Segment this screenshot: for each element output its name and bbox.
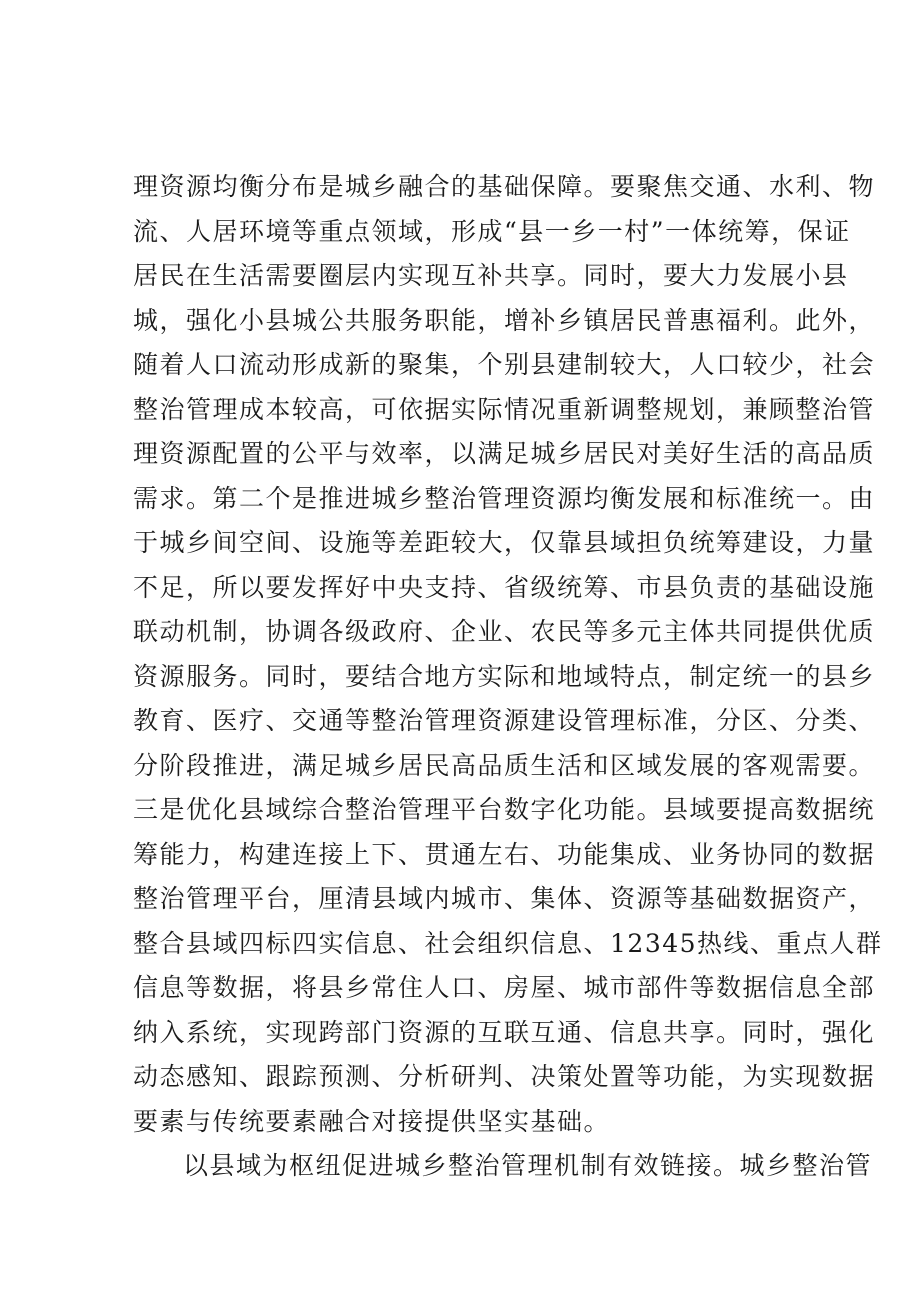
- text-line: 理资源配置的公平与效率，以满足城乡居民对美好生活的高品质: [133, 439, 876, 468]
- text-line: 不足，所以要发挥好中央支持、省级统筹、市县负责的基础设施: [133, 572, 876, 602]
- text-line: 随着人口流动形成新的聚集，个别县建制较大，人口较少，社会: [133, 350, 876, 379]
- text-line: 资源服务。同时，要结合地方实际和地域特点，制定统一的县乡: [133, 661, 876, 691]
- text-line: 整治管理成本较高，可依据实际情况重新调整规划，兼顾整治管: [133, 394, 876, 424]
- text-line: 整合县域四标四实信息、社会组织信息、12345热线、重点人群: [133, 928, 883, 958]
- text-line: 于城乡间空间、设施等差距较大，仅靠县域担负统筹建设，力量: [133, 528, 876, 557]
- body-text: [133, 165, 883, 1189]
- text-line: 居民在生活需要圈层内实现互补共享。同时，要大力发展小县: [133, 261, 849, 290]
- text-line: 联动机制，协调各级政府、企业、农民等多元主体共同提供优质: [133, 617, 876, 646]
- text-line: 分阶段推进，满足城乡居民高品质生活和区域发展的客观需要。: [133, 750, 876, 780]
- text-line: 要素与传统要素融合对接提供坚实基础。: [133, 1106, 611, 1136]
- text-line: 筹能力，构建连接上下、贯通左右、功能集成、业务协同的数据: [133, 839, 876, 869]
- text-line: 理资源均衡分布是城乡融合的基础保障。要聚焦交通、水利、物: [133, 172, 876, 201]
- text-line: 动态感知、跟踪预测、分析研判、决策处置等功能，为实现数据: [133, 1062, 876, 1091]
- text-line: 需求。第二个是推进城乡整治管理资源均衡发展和标准统一。由: [133, 483, 876, 513]
- paragraph-first-line: 以县域为枢纽促进城乡整治管理机制有效链接。城乡整治管: [183, 1151, 873, 1180]
- text-line: 整治管理平台，厘清县域内城市、集体、资源等基础数据资产，: [133, 884, 876, 913]
- text-line: 流、人居环境等重点领域，形成“县一乡一村”一体统筹，保证: [133, 216, 851, 246]
- text-line: 教育、医疗、交通等整治管理资源建设管理标准，分区、分类、: [133, 706, 876, 735]
- text-line: 三是优化县域综合整治管理平台数字化功能。县域要提高数据统: [133, 795, 876, 824]
- text-line: 信息等数据，将县乡常住人口、房屋、城市部件等数据信息全部: [133, 973, 876, 1002]
- text-line: 城，强化小县城公共服务职能，增补乡镇居民普惠福利。此外，: [133, 305, 876, 335]
- text-line: 纳入系统，实现跨部门资源的互联互通、信息共享。同时，强化: [133, 1017, 876, 1047]
